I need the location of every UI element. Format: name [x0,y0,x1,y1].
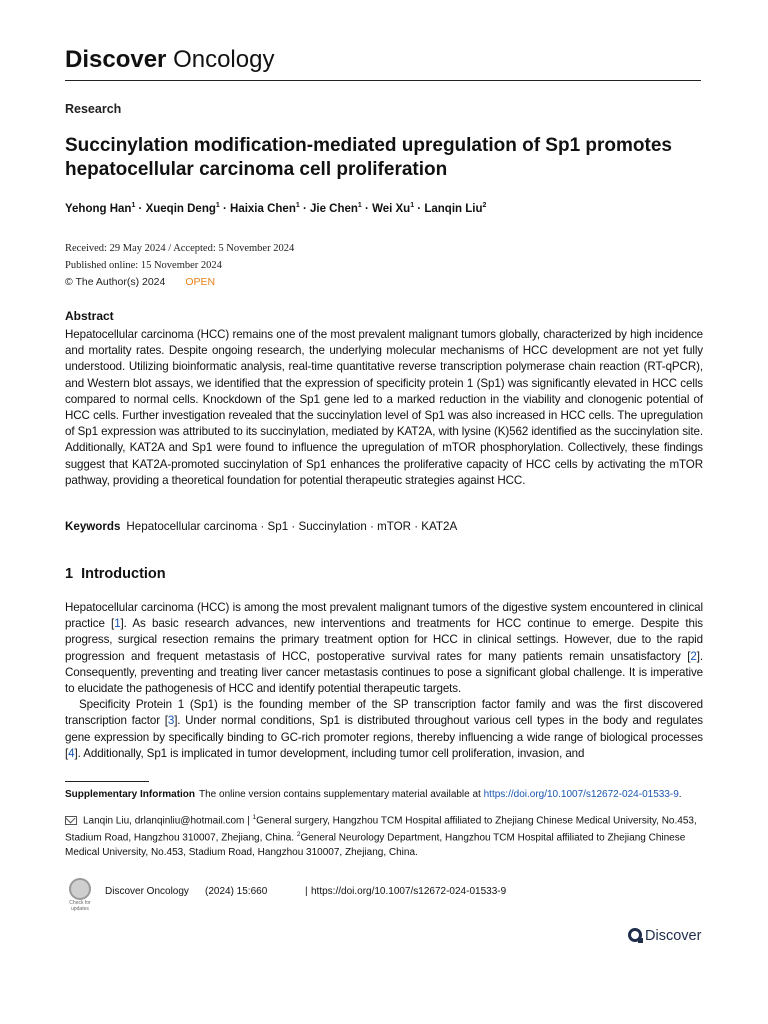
page-footer [65,878,705,910]
abstract-section [65,308,703,489]
section-title: Introduction [81,566,166,582]
correspondence-affiliations: Lanqin Liu, drlanqinliu@hotmail.com | $^1$General surgery, Hangzhou TCM Hospital affiliated to Zhejiang Chinese Medical University, No.453, Stadium Road, Hangzhou 310007, Zhejiang, China. $^2$General Neurology Department, Hangzhou TCM Hospital affiliated to Zhejiang Chinese Medical University, No.453, Stadium Road, Hangzhou 310007, Zhejiang, China. [65,814,697,858]
author-separator: · [219,202,231,215]
supplementary-label: Supplementary Information [65,789,196,800]
abstract-heading: Abstract [65,309,114,323]
supplementary-doi-link[interactable]: https://doi.org/10.1007/s12672-024-01533-9 [483,789,679,800]
citation-link[interactable]: 1 [114,617,121,631]
journal-brand-light: Oncology [173,46,275,73]
journal-title [65,44,701,76]
supplementary-text: The online version contains supplementary material available at [199,789,484,800]
open-access-badge: OPEN [185,276,216,288]
correspondence-author: Lanqin Liu, drlanqinliu@hotmail.com | [83,815,253,827]
keywords [65,520,457,533]
publisher-logo [628,928,701,948]
article-type: Research [65,102,122,116]
author[interactable]: Yehong Han$^1$ [65,202,136,215]
affiliation-2: General Neurology Department, Hangzhou TCM Hospital affiliated to Zhejiang Chinese Medical University, No.453, Stadium Road, Hangzhou 310007, Zhejiang, China. [65,832,686,858]
published-date: Published online: 15 November 2024 [65,260,222,271]
journal-header [65,44,701,81]
paragraph: Specificity Protein 1 (Sp1) is the founding member of the SP transcription factor family and was the first discovered transcription factor [3]. Under normal conditions, Sp1 is distributed throughout various cell types in the body and regulates gene expression by specifically binding to GC-rich promoter regions, thereby influencing a wide range of biological processes [4]. Additionally, Sp1 is implicated in tumor development, including tumor cell proliferation, invasion, and [65,698,704,760]
affiliation-1: General surgery, Hangzhou TCM Hospital affiliated to Zhejiang Chinese Medical University, No.453, Stadium Road, Hangzhou 310007, Zhejiang, China. [65,815,697,844]
author[interactable]: Lanqin Liu$^2$ [424,202,487,215]
author-list [65,202,486,215]
citation-link[interactable]: 2 [690,649,697,663]
article-dates [65,240,294,291]
citation-link[interactable]: 3 [167,714,175,728]
author-separator: · [414,202,425,215]
received-accepted-date: Received: 29 May 2024 / Accepted: 5 November 2024 [65,243,295,254]
paragraph: Hepatocellular carcinoma (HCC) is among the most prevalent malignant tumors of the digestive system encountered in clinical practice [1]. As basic research advances, new interventions and treatments for HCC continue to emerge. Despite this progress, surgical resection remains the primary treatment option for HCC in clinical settings. However, due to the rapid progression and frequent metastasis of HCC, postoperative survival rates for many patients remain unsatisfactory [2]. Consequently, preventing and treating liver cancer metastasis continues to pose a significant global challenge. It is imperative to elucidate the pathogenesis of HCC and identify potential therapeutic targets. [65,601,703,696]
footnote-divider [65,781,149,782]
check-for-updates-icon[interactable]: Check for updates [65,878,95,908]
supplementary-info: Supplementary Information The online version contains supplementary material available at https://doi.org/10.1007/s12672-024-01533-9. [65,789,682,800]
author[interactable]: Xueqin Deng$^1$ [145,202,220,215]
copyright: © The Author(s) 2024 [65,276,166,288]
section-number: 1 [65,566,74,582]
citation-link[interactable]: 4 [68,746,75,760]
author[interactable]: Haixia Chen$^1$ [230,202,300,215]
keywords-text: Hepatocellular carcinoma · Sp1 · Succinylation · mTOR · KAT2A [126,520,458,533]
author-separator: · [299,202,310,215]
footer-doi-link[interactable]: https://doi.org/10.1007/s12672-024-01533-9 [311,886,507,897]
journal-brand-bold: Discover [65,46,167,73]
footer-journal: Discover Oncology [105,886,189,897]
keywords-label: Keywords [65,520,121,533]
author-separator: · [361,202,373,215]
discover-logo-icon [628,928,642,942]
publisher-logo-text: Discover [645,928,702,944]
footer-separator: | [305,886,308,897]
author[interactable]: Jie Chen$^1$ [309,202,362,215]
author[interactable]: Wei Xu$^1$ [372,202,415,215]
section-heading-introduction [65,566,166,582]
introduction-body [65,600,703,762]
envelope-icon [65,816,77,825]
author-separator: · [135,202,146,215]
footer-volume: (2024) 15:660 [205,886,268,897]
article-title: Succinylation modification-mediated upregulation of Sp1 promotes hepatocellular carcinoma cell proliferation [65,135,672,180]
abstract-text: Hepatocellular carcinoma (HCC) remains one of the most prevalent malignant tumors globally, characterized by high incidence and mortality rates. Despite ongoing research, the underlying molecular mechanisms of HCC development are not yet fully understood. Utilizing bioinformatic analysis, real-time quantitative reverse transcription polymerase chain reaction (RT-qPCR), and Western blot assays, we identified that the expression of specificity protein 1 (Sp1) was significantly elevated in HCC cells compared to normal cells. Knockdown of the Sp1 gene led to a marked reduction in the viability and clonogenic potential of HCC cells. Further investigation revealed that the succinylation level of Sp1 was also increased in HCC cells. The upregulation of Sp1 expression was attributed to its succinylation, mediated by KAT2A, with lysine (K)562 identified as the succinylation site. Additionally, KAT2A and Sp1 were found to influence the upregulation of mTOR phosphorylation. Collectively, these findings suggest that KAT2A-promoted succinylation of Sp1 enhances the proliferative capacity of HCC cells by activating the mTOR pathway, providing a theoretical foundation for potential therapeutic strategies against HCC. [65,328,703,487]
